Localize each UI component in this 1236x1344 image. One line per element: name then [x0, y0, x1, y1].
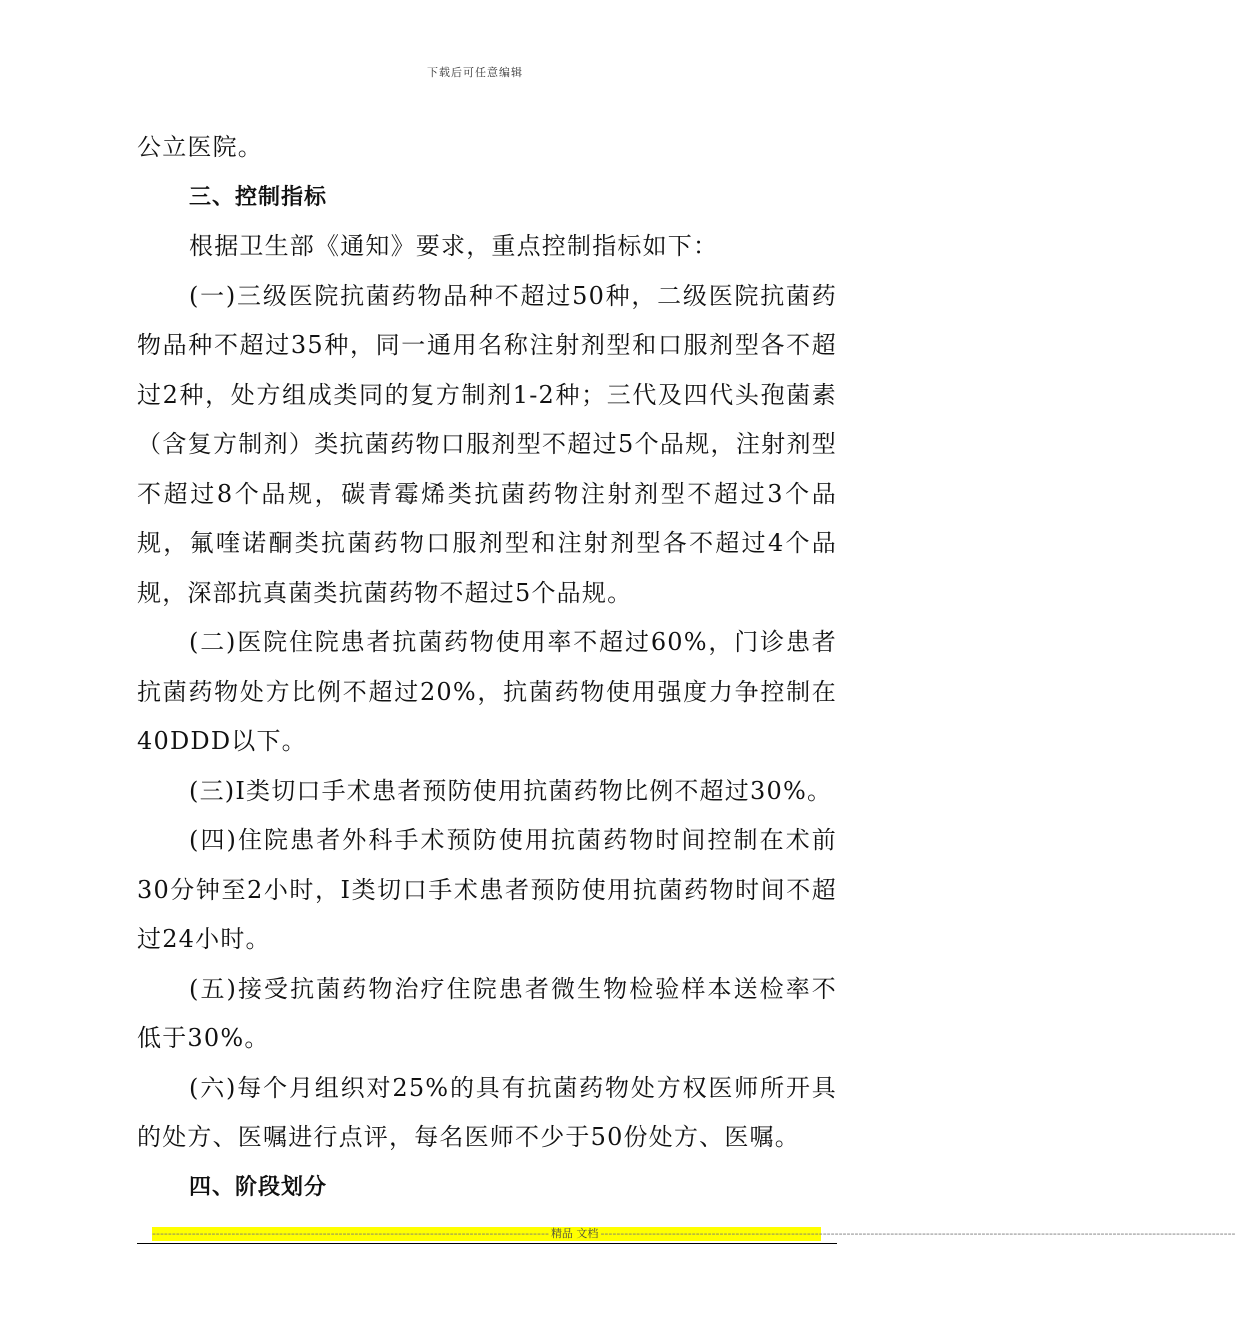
page-header-note: 下载后可任意编辑: [427, 66, 523, 79]
list-item-1: (一)三级医院抗菌药物品种不超过50种，二级医院抗菌药物品种不超过35种，同一通用名称注射剂型和口服剂型各不超过2种，处方组成类同的复方制剂1-2种；三代及四代头孢菌素（含复方制剂）类抗菌药物口服剂型不超过5个品规，注射剂型不超过8个品规，碳青霉烯类抗菌药物注射剂型不超过3个品规，氟喹诺酮类抗菌药物口服剂型和注射剂型各不超过4个品规，深部抗真菌类抗菌药物不超过5个品规。: [137, 281, 837, 607]
list-item-3: (三)I类切口手术患者预防使用抗菌药物比例不超过30%。: [189, 776, 833, 805]
footer-rule: [137, 1243, 837, 1244]
section-heading-control-indicators: 三、控制指标: [189, 184, 328, 210]
footer-dashes-right: ----------------------------------------------------------------------------------------------------------------------------------------------------------------: [600, 1227, 1236, 1240]
section-heading-stage-division: 四、阶段划分: [189, 1174, 328, 1200]
footer-dashes-left: ----------------------------------------------------------------------------------------------------: [152, 1227, 549, 1240]
list-item-2: (二)医院住院患者抗菌药物使用率不超过60%，门诊患者抗菌药物处方比例不超过20%，抗菌药物使用强度力争控制在40DDD以下。: [137, 628, 837, 755]
footer-label: 精品 文档: [550, 1227, 599, 1240]
list-item-5: (五)接受抗菌药物治疗住院患者微生物检验样本送检率不低于30%。: [137, 974, 837, 1052]
footer-highlight-band: [152, 1227, 1236, 1241]
list-item-4: (四)住院患者外科手术预防使用抗菌药物时间控制在术前30分钟至2小时，I类切口手术患者预防使用抗菌药物时间不超过24小时。: [137, 826, 837, 953]
paragraph-continuation: 公立医院。: [137, 133, 263, 161]
document-body: [137, 123, 837, 1212]
list-item-6: (六)每个月组织对25%的具有抗菌药物处方权医师所开具的处方、医嘱进行点评，每名医师不少于50份处方、医嘱。: [137, 1073, 837, 1151]
paragraph-intro: 根据卫生部《通知》要求，重点控制指标如下：: [189, 232, 719, 260]
